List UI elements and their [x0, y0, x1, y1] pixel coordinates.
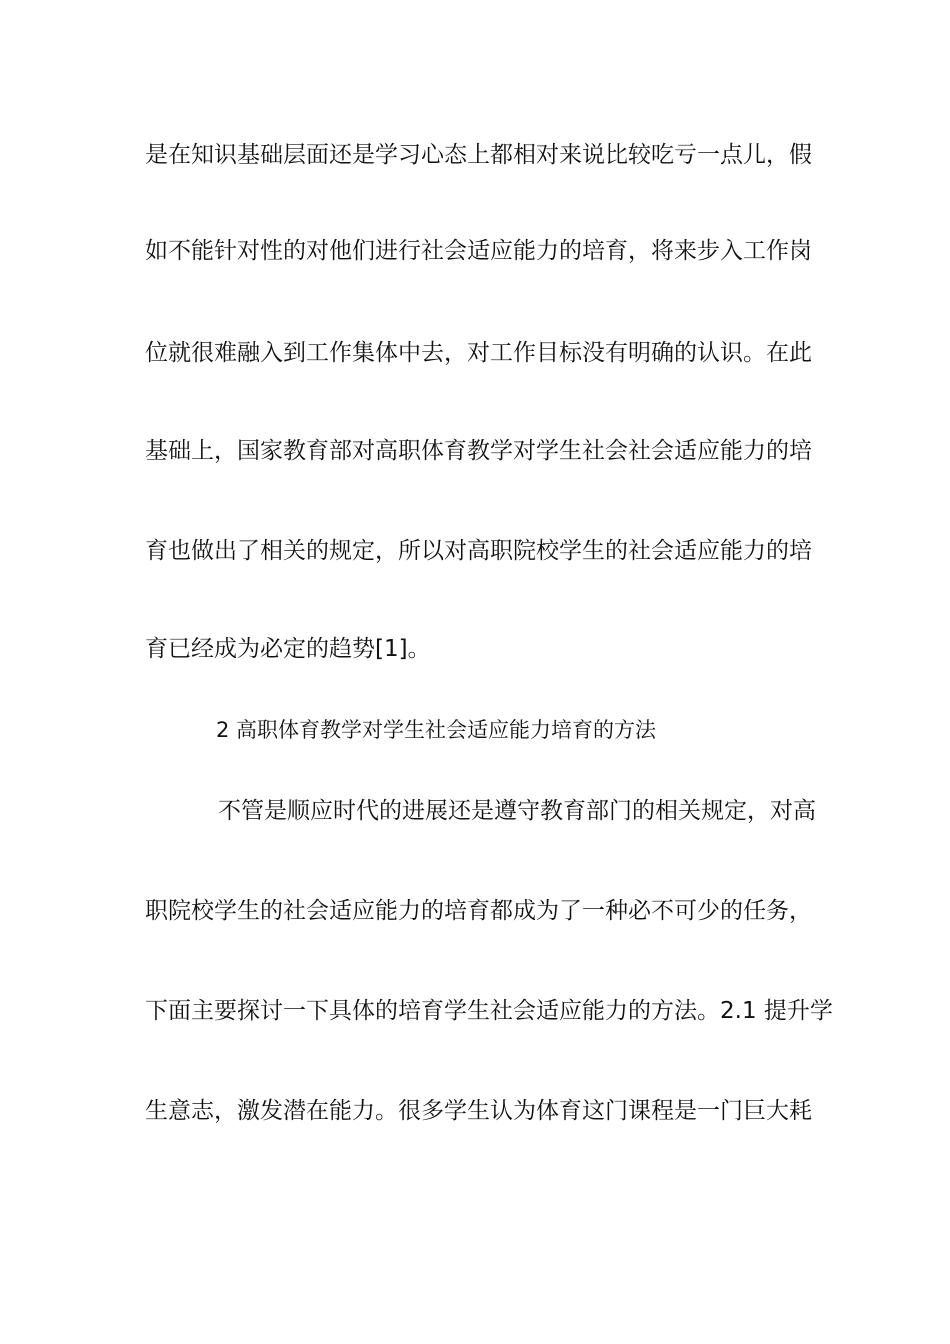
- section-heading: 2 高职体育教学对学生社会适应能力培育的方法: [216, 718, 657, 742]
- text-line: 育已经成为必定的趋势[1]。: [145, 636, 431, 662]
- text-line: 如不能针对性的对他们进行社会适应能力的培育，将来步入工作岗: [145, 238, 812, 264]
- text-line: 职院校学生的社会适应能力的培育都成为了一种必不可少的任务，: [145, 898, 812, 924]
- text-line: 不管是顺应时代的进展还是遵守教育部门的相关规定，对高: [218, 798, 816, 824]
- text-line: 生意志，激发潜在能力。很多学生认为体育这门课程是一门巨大耗: [145, 1098, 812, 1124]
- text-line: 育也做出了相关的规定，所以对高职院校学生的社会适应能力的培: [145, 538, 812, 564]
- text-line: 是在知识基础层面还是学习心态上都相对来说比较吃亏一点儿，假: [145, 142, 812, 168]
- text-line: 基础上，国家教育部对高职体育教学对学生社会社会适应能力的培: [145, 438, 812, 464]
- text-line: 下面主要探讨一下具体的培育学生社会适应能力的方法。2.1 提升学: [145, 998, 833, 1024]
- text-line: 位就很难融入到工作集体中去，对工作目标没有明确的认识。在此: [145, 340, 812, 366]
